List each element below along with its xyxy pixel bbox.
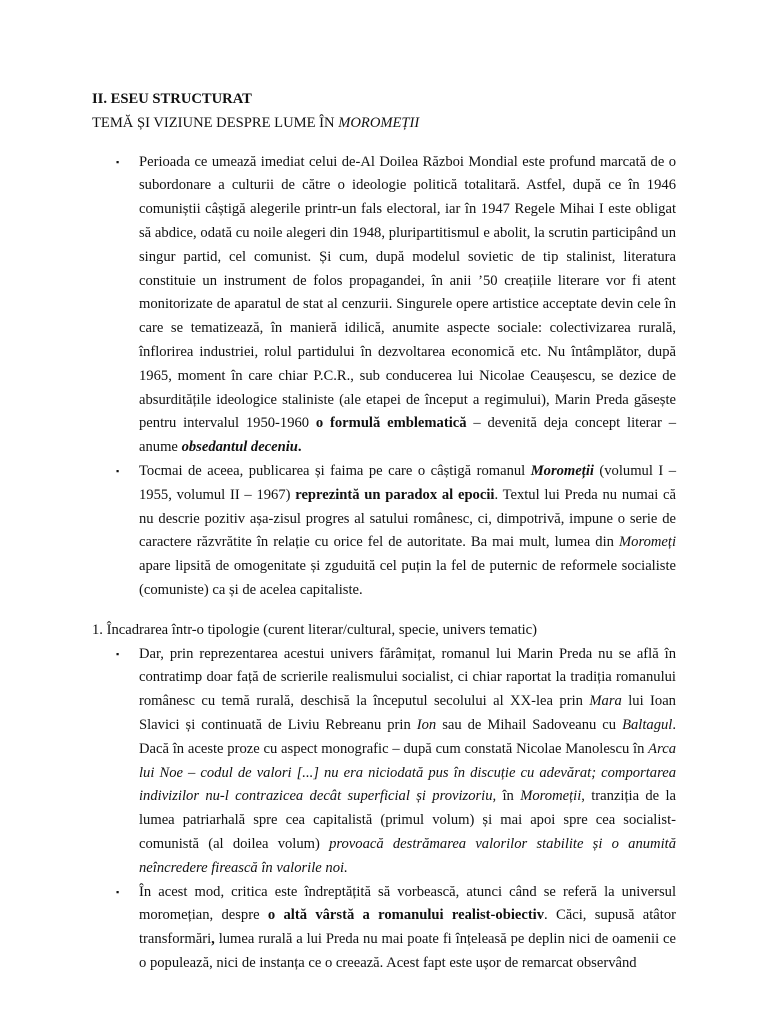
- intro-paragraph-1: ▪ Perioada ce umează imediat celui de-Al Doilea Război Mondial este profund marcată de o subordonare a culturii de către o ideologie politică totalitară. Astfel, după ce în 1946 comuniștii câștigă alegerile printr-un fals electoral, iar în 1947 Regele Mihai I este obligat să abdice, odată cu noile alegeri din 1948, pluripartitismul e abolit, la scrutin participând un singur partid, cel comunist. Și cum, după modelul sovietic de tip stalinist, literatura constituie un instrument de folos propagandei, în anii ’50 creațiile literare vor fi atent monitorizate de aparatul de stat al cenzurii. Singurele opere artistice acceptate devin cele în care se tematizează, în manieră idilică, anumite aspecte sociale: colectivizarea rurală, înflorirea industriei, rolul partidului în dezvoltarea economică etc. Nu întâmplător, după 1965, moment în care chiar P.C.R., sub conducerea lui Nicolae Ceaușescu, se dezice de absurditățile ideologice staliniste (ale etapei de început a regimului), Marin Preda găsește pentru intervalul 1950-1960 o formulă emblematică – devenită deja concept literar – anume obsedantul deceniu.: [92, 151, 676, 460]
- section-1-paragraph-2: ▪ În acest mod, critica este îndreptățită să vorbească, atunci când se referă la universul moromețian, despre o altă vârstă a romanului realist-obiectiv. Căci, supusă atâtor transformări, lumea rurală a lui Preda nu mai poate fi înțeleasă pe deplin nici de oamenii ce o populează, nici de instanța ce o creează. Acest fapt este ușor de remarcat observând: [92, 881, 676, 976]
- section-1-paragraph-1: ▪ Dar, prin reprezentarea acestui univers fărâmițat, romanul lui Marin Preda nu se află în contratimp doar față de scrierile realismului socialist, ci chiar raportat la tradiția romanului românesc cu temă rurală, deschisă la începutul secolului al XX-lea prin Mara lui Ioan Slavici și continuată de Liviu Rebreanu prin Ion sau de Mihail Sadoveanu cu Baltagul. Dacă în aceste proze cu aspect monografic – după cum constată Nicolae Manolescu în Arca lui Noe – codul de valori [...] nu era niciodată pus în discuție cu adevărat; comportarea indivizilor nu-l contrazicea decât superficial și provizoriu, în Moromeții, tranziția de la lumea patriarhală spre cea capitalistă (primul volum) și mai apoi spre cea socialist-comunistă (al doilea volum) provoacă destrămarea valorilor stabilite și o anumită neîncredere firească în valorile noi.: [92, 643, 676, 881]
- intro-paragraph-2: ▪ Tocmai de aceea, publicarea și faima pe care o câștigă romanul Moromeții (volumul I – 1955, volumul II – 1967) reprezintă un paradox al epocii. Textul lui Preda nu numai că nu descrie pozitiv așa-zisul progres al satului românesc, ci, dimpotrivă, impune o serie de caractere răzvrătite în relație cu orice fel de autoritate. Ba mai mult, lumea din Moromeți apare lipsită de omogenitate și zguduită cel puțin la fel de puternic de reformele socialiste (comuniste) ca și de acelea capitaliste.: [92, 460, 676, 603]
- intro-bullet-list: [92, 151, 676, 603]
- section-1-bullet-list: [92, 643, 676, 976]
- subtitle-prefix: TEMĂ ȘI VIZIUNE DESPRE LUME ÎN: [92, 114, 339, 131]
- bullet-marker: ▪: [116, 648, 120, 659]
- essay-subtitle: [92, 112, 676, 136]
- subtitle-work-title: MOROMEȚII: [338, 114, 420, 131]
- essay-title: II. ESEU STRUCTURAT: [92, 91, 252, 107]
- bullet-marker: ▪: [116, 886, 120, 897]
- bullet-marker: ▪: [116, 156, 120, 167]
- bullet-marker: ▪: [116, 465, 120, 476]
- section-heading-1: 1. Încadrarea într-o tipologie (curent literar/cultural, specie, univers tematic): [92, 621, 538, 638]
